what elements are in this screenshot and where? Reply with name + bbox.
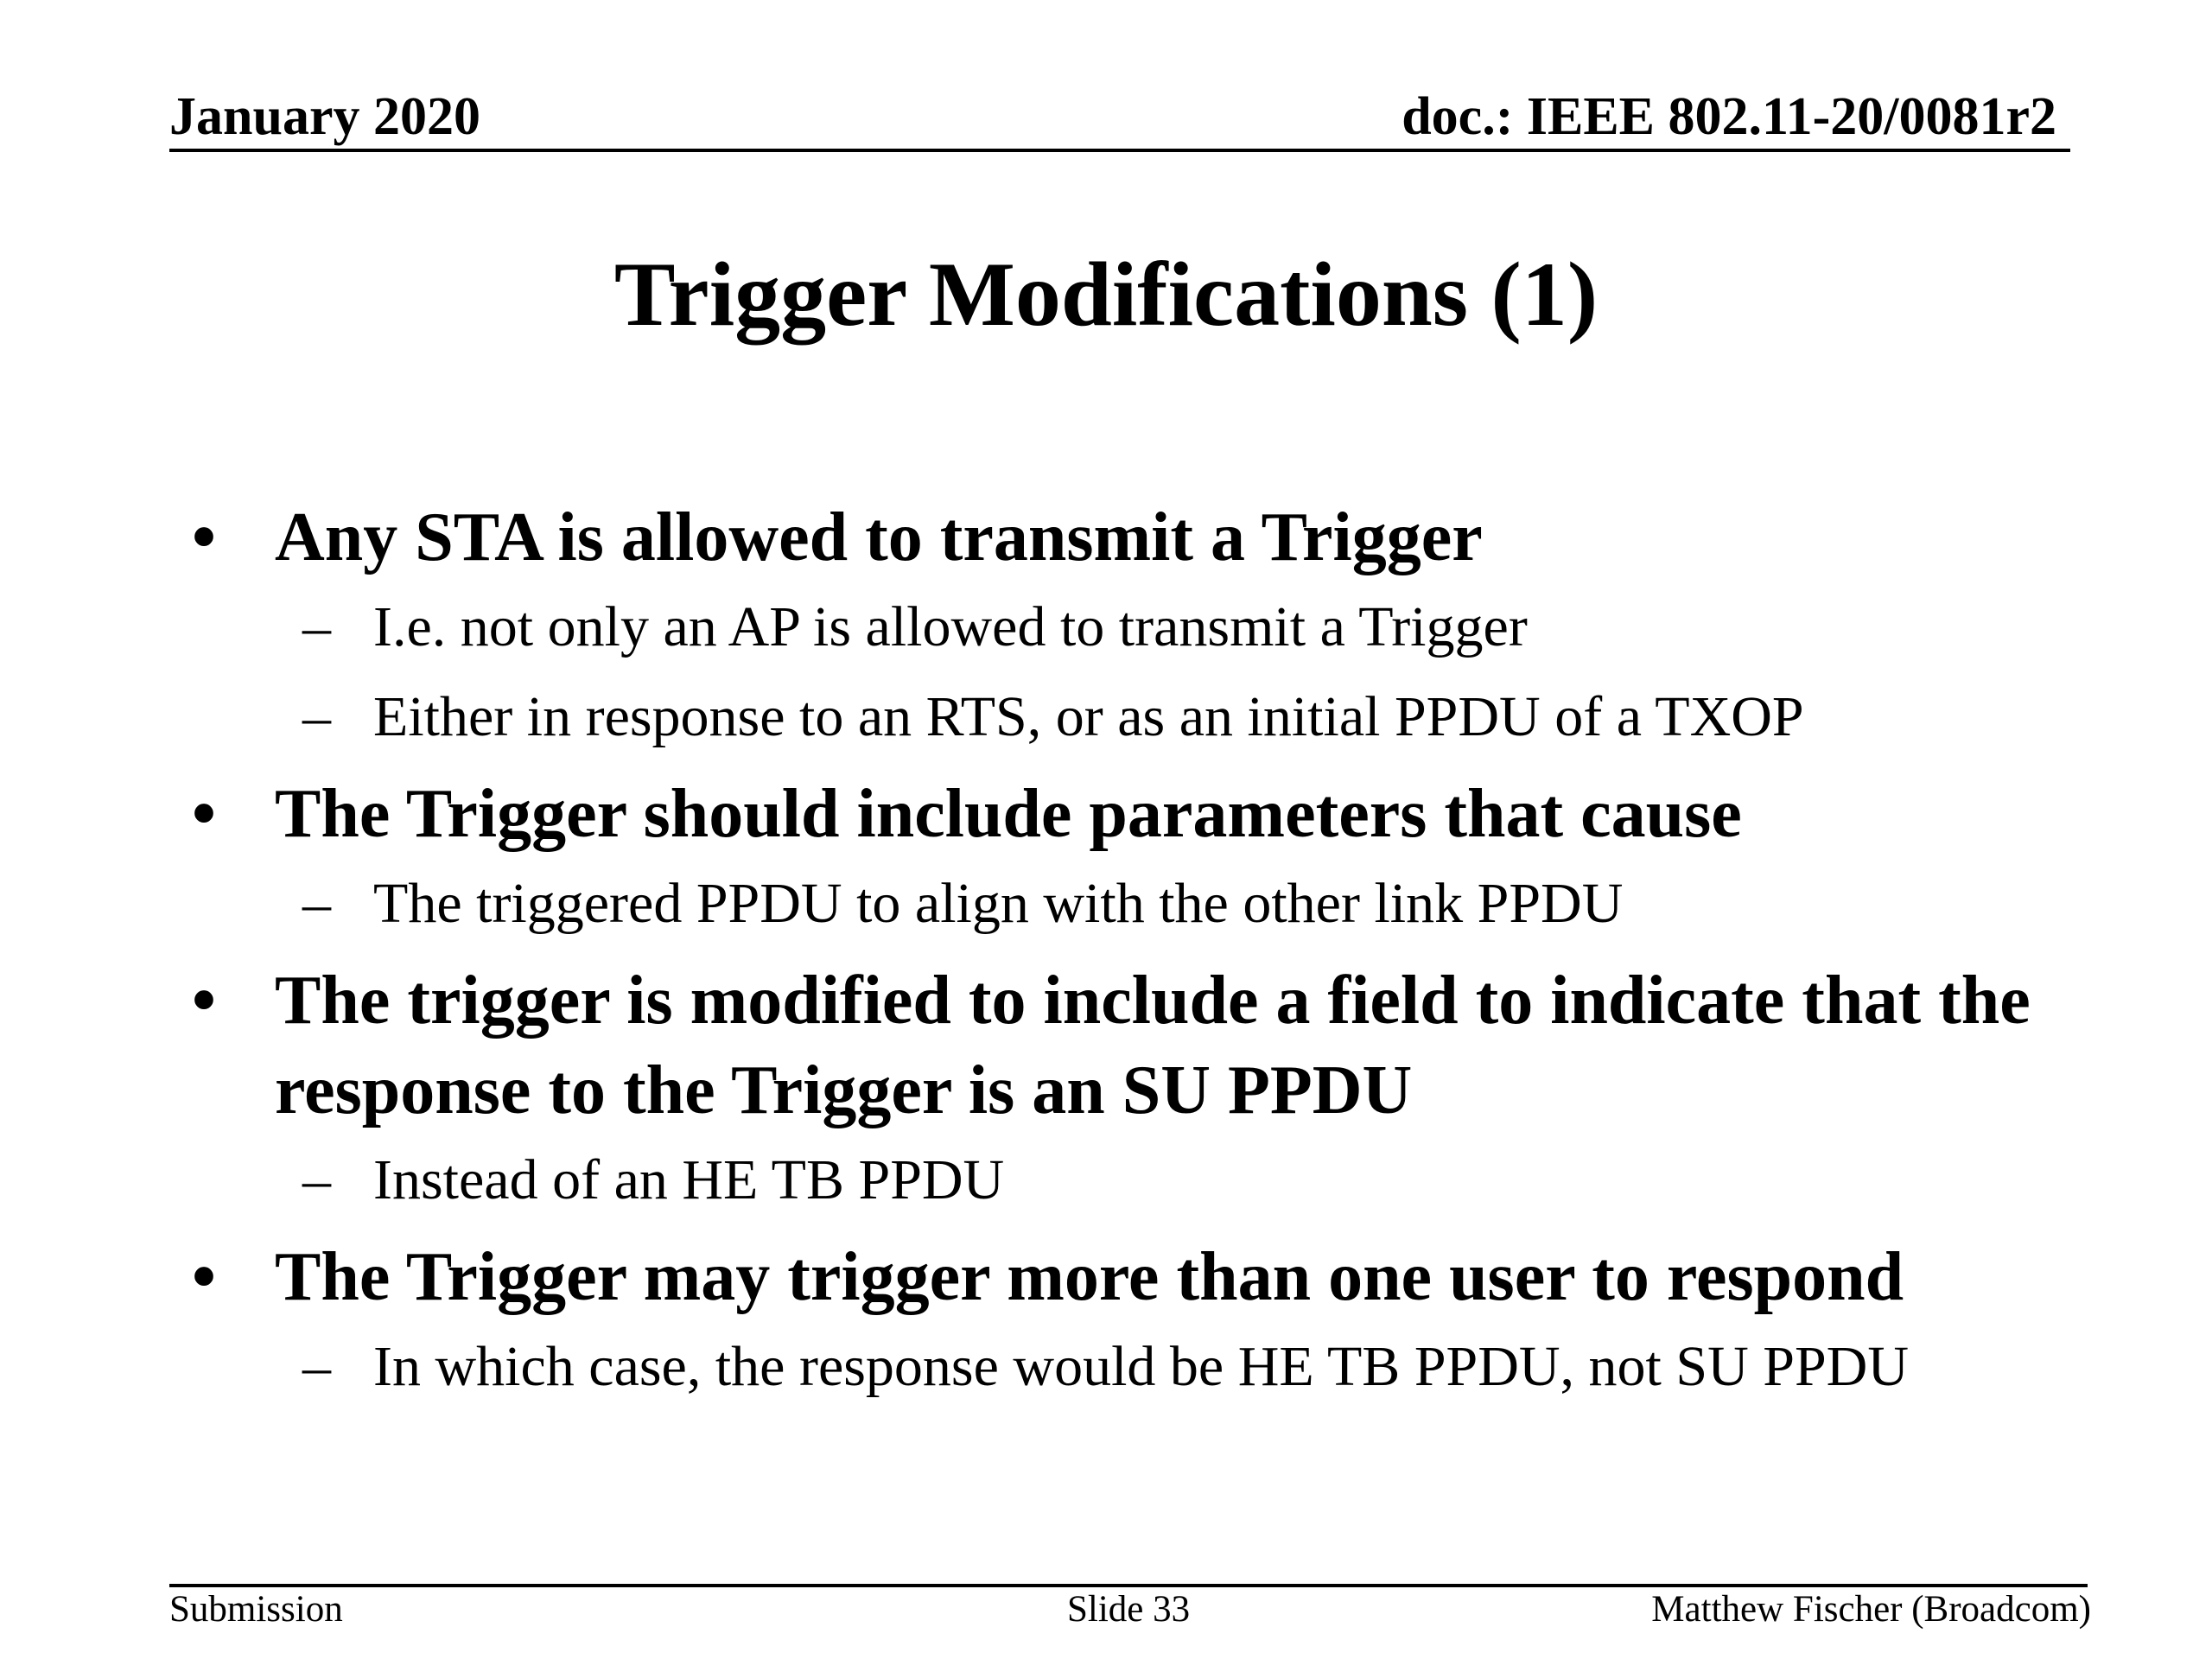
slide-body — [181, 493, 2126, 1412]
sub-bullet-text: The triggered PPDU to align with the other link PPDU — [373, 872, 1624, 935]
sub-bullet-item — [181, 582, 2126, 672]
bullet-text: Any STA is allowed to transmit a Trigger — [275, 499, 1483, 575]
sub-bullet-text: Either in response to an RTS, or as an initial PPDU of a TXOP — [373, 685, 1804, 748]
dash-icon: – — [302, 1148, 331, 1211]
sub-bullet-item — [181, 1135, 2126, 1225]
dash-icon: – — [302, 1335, 331, 1398]
slide-title: Trigger Modifications (1) — [613, 244, 1599, 345]
dash-icon: – — [302, 872, 331, 935]
footer-slide-number: Slide 33 — [1067, 1589, 1191, 1630]
sub-bullet-item — [181, 859, 2126, 949]
bullet-item — [181, 493, 2126, 582]
bullet-icon: • — [192, 963, 217, 1039]
sub-bullet-text: Instead of an HE TB PPDU — [373, 1148, 1005, 1211]
bullet-text: The Trigger should include parameters that cause — [275, 776, 1742, 852]
bullet-icon: • — [192, 1239, 217, 1315]
footer-submission: Submission — [169, 1589, 343, 1630]
bullet-item — [181, 769, 2126, 859]
sub-bullet-text: I.e. not only an AP is allowed to transmit a Trigger — [373, 595, 1528, 658]
slide-header — [169, 79, 2070, 152]
header-doc-id: doc.: IEEE 802.11-20/0081r2 — [1402, 87, 2056, 146]
dash-icon: – — [302, 685, 331, 748]
footer-author: Matthew Fischer (Broadcom) — [1651, 1589, 2091, 1630]
bullet-text: The trigger is modified to include a field to indicate that the response to the Trigger is an SU PPDU — [275, 963, 2031, 1128]
bullet-item — [181, 956, 2126, 1135]
sub-bullet-item — [181, 672, 2126, 762]
bullet-item — [181, 1232, 2126, 1322]
sub-bullet-item — [181, 1322, 2126, 1412]
bullet-icon: • — [192, 499, 217, 575]
bullet-text: The Trigger may trigger more than one user to respond — [275, 1239, 1904, 1315]
header-date: January 2020 — [169, 87, 480, 146]
sub-bullet-text: In which case, the response would be HE TB PPDU, not SU PPDU — [373, 1335, 1910, 1398]
footer-divider — [169, 1584, 2088, 1587]
bullet-icon: • — [192, 776, 217, 852]
dash-icon: – — [302, 595, 331, 658]
